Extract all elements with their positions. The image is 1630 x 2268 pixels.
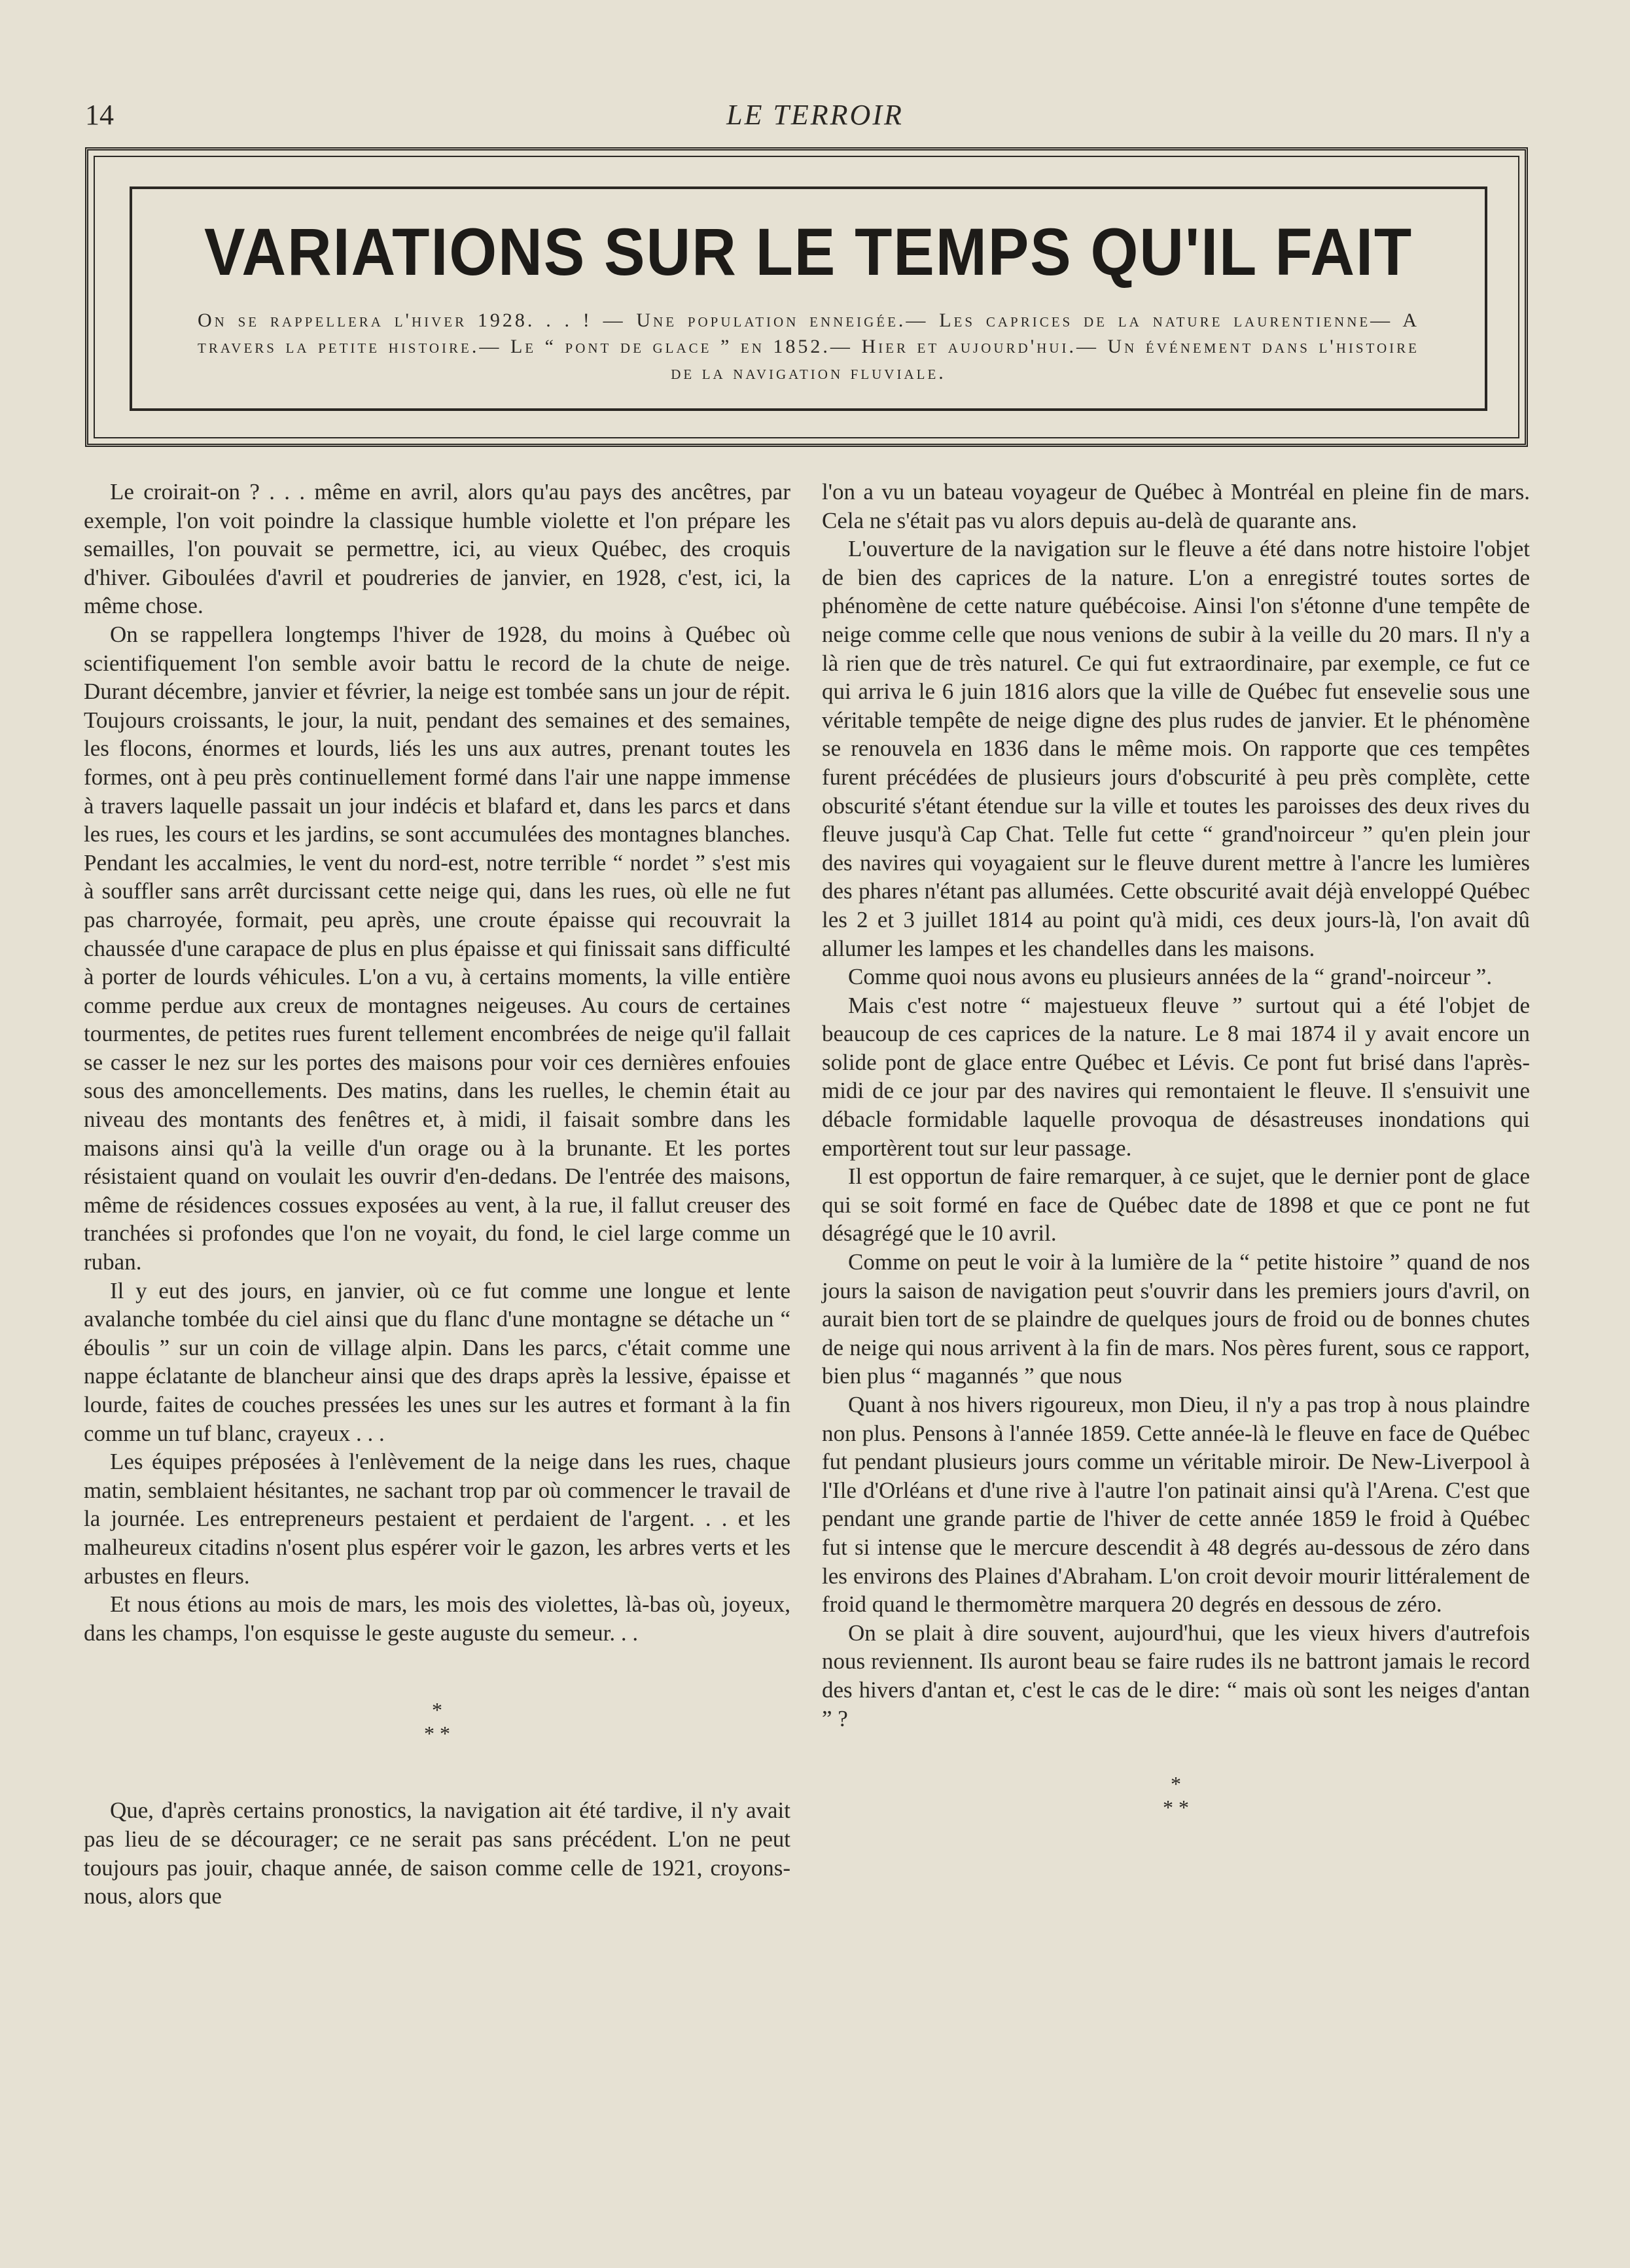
paragraph: Quant à nos hivers rigoureux, mon Dieu, il n'y a pas trop à nous plaindre non plus. Pensons à l'année 1859. Cette année-là le fleuve en face de Québec fut pendant plusieurs jours comme un véritable miroir. De New-Liverpool à l'Ile d'Orléans et d'une rive à l'autre l'on patinait ainsi qu'à l'Arena. C'est que pendant une grande partie de l'hiver de cette année 1859 le froid à Québec fut si intense que le mercure descendit à 48 degrés au-dessous de zéro dans les environs des Plaines d'Abraham. L'on croit devoir mourir littéralement de froid quand le thermomètre marquera 20 degrés en dessous de zéro. [822,1392,1530,1618]
separator-star-line: * * [424,1722,450,1746]
paragraph: Mais c'est notre “ majestueux fleuve ” surtout qui a été l'objet de beaucoup de ces caprices de la nature. Le 8 mai 1874 il y avait encore un solide pont de glace entre Québec et Lévis. Ce pont fut brisé dans l'après-midi de ce jour par des navires qui remontaient le fleuve. Il s'ensuivit une débacle formidable laquelle provoqua de désastreuses inondations qui emportèrent tout sur leur passage. [822,992,1530,1161]
paragraph: Que, d'après certains pronostics, la navigation ait été tardive, il n'y avait pas lieu de se décourager; ce ne serait pas sans précédent. L'on ne peut toujours pas jouir, chaque année, de saison comme celle de 1921, croyons-nous, alors que [84,1798,790,1909]
paragraph: l'on a vu un bateau voyageur de Québec à Montréal en pleine fin de mars. Cela ne s'était pas vu alors depuis au-delà de quarante ans. [822,479,1530,533]
article-deck: On se rappellera l'hiver 1928. . . ! — Une population enneigée.— Les caprices de la nature laurentienne— A travers la petite histoire.— Le “ pont de glace ” en 1852.— Hier et aujourd'hui.— Un événement dans l'histoire de la navigation fluviale. [198,310,1419,383]
separator-star-line: * [432,1698,442,1722]
paragraph: Il est opportun de faire remarquer, à ce sujet, que le dernier pont de glace qui se soit formé en face de Québec date de 1898 et que ce pont ne fut désagrégé que le 10 avril. [822,1163,1530,1247]
paragraph: On se plait à dire souvent, aujourd'hui, que les vieux hivers d'autrefois nous reviennent. Ils auront beau se faire rudes ils ne battront jamais le record des hivers d'antan et, c'est le cas de le dire: “ mais où sont les neiges d'antan ” ? [822,1620,1530,1731]
paragraph: Comme on peut le voir à la lumière de la “ petite histoire ” quand de nos jours la saison de navigation peut s'ouvrir dans les premiers jours d'avril, on aurait bien tort de se plaindre de quelques jours de froid ou de bonnes chutes de neige qui nous arrivent à la fin de mars. Nos pères furent, sous ce rapport, bien plus “ magannés ” que nous [822,1249,1530,1389]
paragraph: Le croirait-on ? . . . même en avril, alors qu'au pays des ancêtres, par exemple, l'on voit poindre la classique humble violette et l'on prépare les semailles, l'on pouvait se permettre, ici, au vieux Québec, des croquis d'hiver. Giboulées d'avril et poudreries de janvier, en 1928, c'est, ici, la même chose. [84,479,790,619]
running-head: LE TERROIR [726,99,904,131]
paragraph: On se rappellera longtemps l'hiver de 1928, du moins à Québec où scientifiquement l'on semble avoir battu le record de la chute de neige. Durant décembre, janvier et février, la neige est tombée sans un jour de répit. Toujours croissants, le jour, la nuit, pendant des semaines et des semaines, les flocons, énormes et lourds, liés les uns aux autres, prenant toutes les formes, ont à peu près continuellement formé dans l'air une nappe immense à travers laquelle passait un jour indécis et blafard et, dans les parcs et dans les rues, les cours et les jardins, se sont accumulées des montagnes blanches. Pendant les accalmies, le vent du nord-est, notre terrible “ nordet ” s'est mis à souffler sans arrêt durcissant cette neige qui, dans les rues, où elle ne fut pas charroyée, formait, peu après, une croute épaisse qui recouvrait la chaussée d'une carapace de plus en plus épaisse et qui finissait sans difficulté à porter de lourds véhicules. L'on a vu, à certains moments, la ville entière comme perdue aux creux de montagnes neigeuses. Au cours de certaines tourmentes, de petites rues furent tellement encombrées de neige qu'il fallait se casser le nez sur les portes des maisons pour voir ces dernières enfouies sous des amoncellements. Des matins, dans les ruelles, le chemin était au niveau des montants des fenêtres et, à midi, il faisait sombre dans les maisons ainsi qu'à la veille d'un orage ou à la brunante. Et les portes résistaient quand on voulait les ouvrir d'en-dedans. De l'entrée des maisons, même de résidences cossues exposées au vent, à la rue, il fallut creuser des tranchées si profondes que l'on ne voyait, du fond, le ciel large comme un ruban. [84,621,790,1275]
section-separator [84,1698,790,1745]
separator-star-line: * [1171,1772,1181,1796]
title-frame [130,186,1487,411]
paragraph: Il y eut des jours, en janvier, où ce fut comme une longue et lente avalanche tombée du ciel ainsi que du flanc d'une montagne se détache un “ éboulis ” sur un coin de village alpin. Dans les parcs, c'était comme une nappe éclatante de blancheur ainsi que des draps après la lessive, épaisse et lourde, faites de couches pressées les unes sur les autres et formant à la fin comme un tuf blanc, crayeux . . . [84,1277,790,1446]
right-column [822,478,1530,1819]
article-title: VARIATIONS SUR LE TEMPS QU'IL FAIT [204,215,1413,289]
page-number: 14 [85,99,114,131]
separator-star-line: * * [1163,1796,1189,1820]
paragraph: Comme quoi nous avons eu plusieurs années de la “ grand'-noirceur ”. [848,964,1493,990]
paragraph: L'ouverture de la navigation sur le fleuve a été dans notre histoire l'objet de bien des caprices de la nature. L'on a enregistré toutes sortes de phénomène de cette nature québécoise. Ainsi l'on s'étonne d'une tempête de neige comme celle que nous venions de subir à la veille du 20 mars. Il n'y a là rien que de très naturel. Ce qui fut extraordinaire, par exemple, ce fut ce qui arriva le 6 juin 1816 alors que la ville de Québec fut ensevelie sous une véritable tempête de neige digne des plus rudes de janvier. Et le phénomène se renouvela en 1836 dans le même mois. On rapporte que ces tempêtes furent précédées de plusieurs jours d'obscurité à peu près complète, cette obscurité s'étant étendue sur la ville et toutes les paroisses des deux rives du fleuve jusqu'à Cap Chat. Telle fut cette “ grand'noirceur ” qu'en plein jour des navires qui voyagaient sur le fleuve durent mettre à l'ancre les lumières des phares n'étant pas allumées. Cette obscurité avait déjà enveloppé Québec les 2 et 3 juillet 1814 au point qu'à midi, ces deux jours-là, l'on avait dû allumer les lampes et les chandelles dans les maisons. [822,536,1530,961]
paragraph: Et nous étions au mois de mars, les mois des violettes, là-bas où, joyeux, dans les champs, l'on esquisse le geste auguste du semeur. . . [84,1591,790,1646]
section-separator [822,1772,1530,1819]
paragraph: Les équipes préposées à l'enlèvement de la neige dans les rues, chaque matin, semblaient hésitantes, ne sachant trop par où commencer le travail de la journée. Les entrepreneurs pestaient et perdaient de l'argent. . . et les malheureux citadins n'osent plus espérer voir le gazon, les arbres verts et les arbustes en fleurs. [84,1449,790,1589]
left-column [84,478,790,1911]
